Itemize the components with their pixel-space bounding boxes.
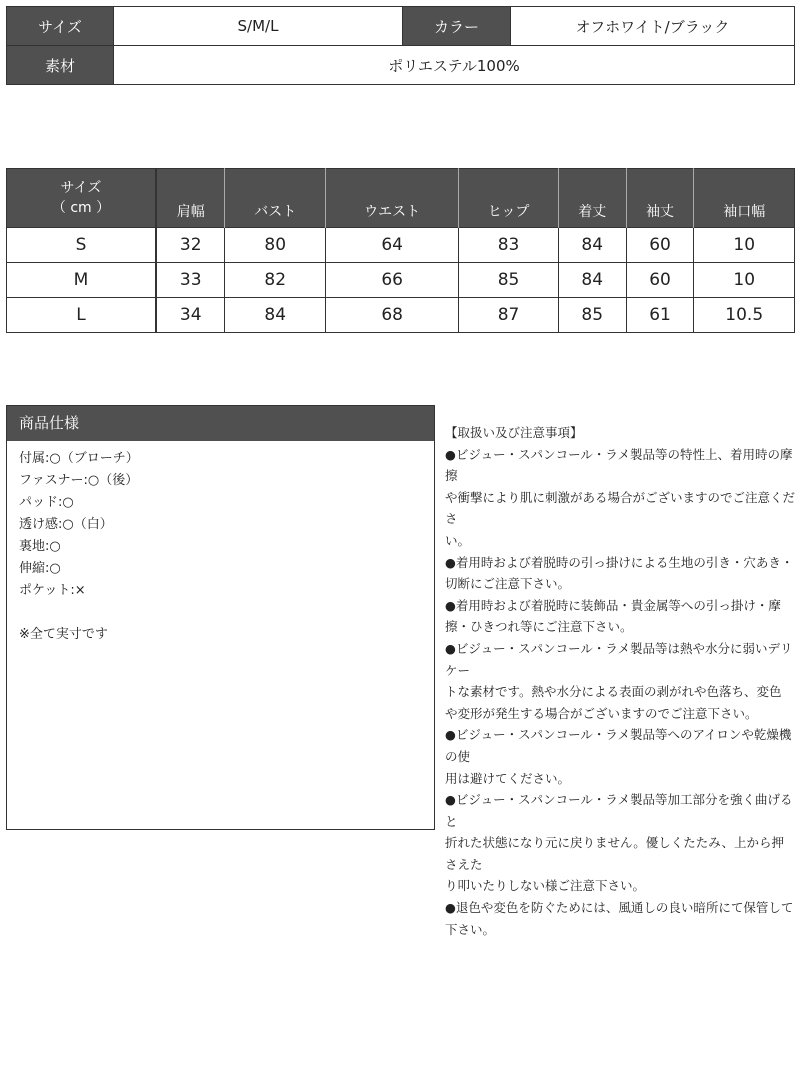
size-cell: M [7, 263, 157, 298]
spec-item: 裏地:○ [19, 539, 61, 554]
size-corner-header [7, 169, 157, 228]
size-label: サイズ [7, 7, 114, 46]
column-header: 肩幅 [156, 169, 225, 228]
column-header: ヒップ [459, 169, 559, 228]
care-line: 擦・ひきつれ等にご注意下さい。 [445, 619, 633, 635]
measure-cell: 61 [626, 298, 694, 333]
care-notes [445, 422, 795, 940]
measure-cell: 66 [326, 263, 459, 298]
size-corner-title: サイズ [60, 180, 102, 196]
measure-cell: 32 [156, 228, 225, 263]
table-row [7, 228, 795, 263]
care-line: り叩いたりしない様ご注意下さい。 [445, 878, 646, 894]
column-header: 袖丈 [626, 169, 694, 228]
size-cell: S [7, 228, 157, 263]
measure-cell: 34 [156, 298, 225, 333]
measure-cell: 85 [459, 263, 559, 298]
care-line: い。 [445, 532, 471, 548]
info-row-material [7, 46, 795, 85]
spec-note: ※全て実寸です [19, 627, 108, 642]
column-header: 袖口幅 [694, 169, 795, 228]
care-line: ●着用時および着脱時の引っ掛けによる生地の引き・穴あき・ [445, 554, 794, 570]
spec-item: パッド:○ [19, 495, 74, 510]
care-line: 用は避けてください。 [445, 770, 571, 786]
care-line: トな素材です。熱や水分による表面の剥がれや色落ち、変色 [445, 684, 782, 700]
measure-cell: 10.5 [694, 298, 795, 333]
table-row [7, 298, 795, 333]
care-line: 折れた状態になり元に戻りません。優しくたたみ、上から押さえた [445, 835, 785, 872]
measure-cell: 80 [225, 228, 326, 263]
spec-title: 商品仕様 [7, 406, 434, 441]
care-line: 切断にご注意下さい。 [445, 576, 571, 592]
care-line: ●ビジュー・スパンコール・ラメ製品等は熱や水分に弱いデリケー [445, 640, 793, 678]
product-info-table [6, 6, 795, 85]
care-line: ●ビジュー・スパンコール・ラメ製品等へのアイロンや乾燥機の使 [445, 727, 792, 764]
measure-cell: 60 [626, 228, 694, 263]
measure-cell: 10 [694, 263, 795, 298]
table-row [7, 263, 795, 298]
care-line: や衝撃により肌に刺激がある場合がございますのでご注意くださ [445, 489, 796, 527]
measure-cell: 83 [459, 228, 559, 263]
care-title: 【取扱い及び注意事項】 [445, 425, 583, 440]
care-line: ●着用時および着脱時に装飾品・貴金属等への引っ掛け・摩 [445, 597, 781, 613]
column-header: バスト [225, 169, 326, 228]
measure-cell: 84 [558, 263, 626, 298]
column-header: 着丈 [558, 169, 626, 228]
measure-cell: 68 [326, 298, 459, 333]
material-label: 素材 [7, 46, 114, 85]
spec-item: 伸縮:○ [19, 561, 61, 576]
care-line: 下さい。 [445, 921, 496, 937]
care-line: や変形が発生する場合がございますのでご注意下さい。 [445, 705, 758, 721]
product-spec-box [6, 405, 435, 830]
measure-cell: 10 [694, 228, 795, 263]
size-chart-table [6, 168, 795, 333]
size-cell: L [7, 298, 157, 333]
measure-cell: 60 [626, 263, 694, 298]
size-value: S/M/L [114, 7, 403, 46]
measure-cell: 33 [156, 263, 225, 298]
measure-cell: 82 [225, 263, 326, 298]
color-label: カラー [403, 7, 511, 46]
spec-item: ポケット:× [19, 583, 86, 598]
spec-list [19, 448, 426, 602]
color-value: オフホワイト/ブラック [511, 7, 795, 46]
measure-cell: 87 [459, 298, 559, 333]
care-line: ●退色や変色を防ぐためには、風通しの良い暗所にて保管して [445, 900, 794, 916]
column-header: ウエスト [326, 169, 459, 228]
material-value: ポリエステル100% [114, 46, 795, 85]
spec-item: 透け感:○（白） [19, 517, 113, 532]
spec-item: ファスナー:○（後） [19, 473, 139, 488]
measure-cell: 84 [558, 228, 626, 263]
measure-cell: 64 [326, 228, 459, 263]
measure-cell: 85 [558, 298, 626, 333]
care-line: ●ビジュー・スパンコール・ラメ製品等の特性上、着用時の摩擦 [445, 446, 793, 484]
size-header-row [7, 169, 795, 228]
size-corner-unit: （ cm ） [51, 200, 111, 216]
care-line: ●ビジュー・スパンコール・ラメ製品等加工部分を強く曲げると [445, 792, 793, 829]
info-row-size-color [7, 7, 795, 46]
measure-cell: 84 [225, 298, 326, 333]
spec-item: 付属:○（ブローチ） [19, 451, 139, 466]
